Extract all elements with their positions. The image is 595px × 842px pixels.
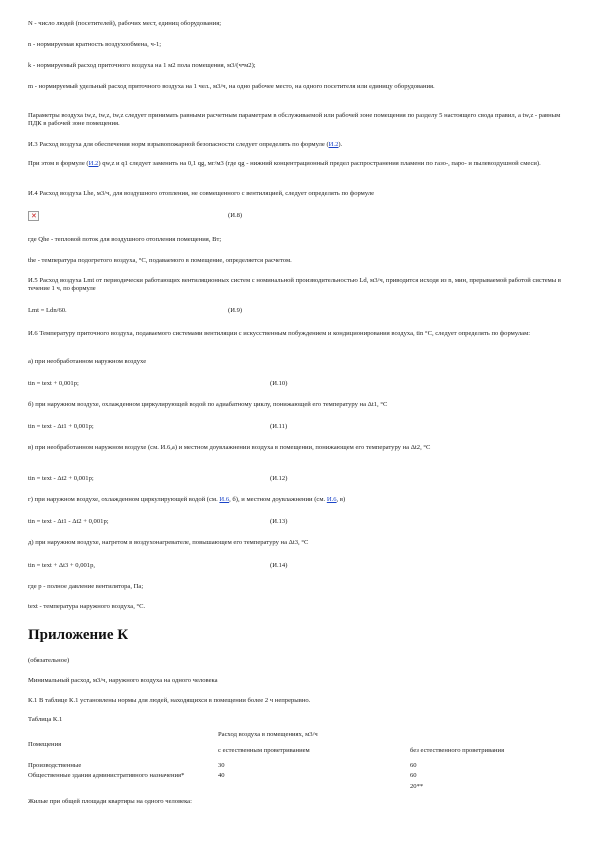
text-paragraph: И.5 Расход воздуха Lmt от периодически работающих вентиляционных систем с номинальной производительностью Ld, м3/ч, приводится исходя из n, мин, прерываемой работой системы в течение 1 ч, по формуле [28,277,561,292]
text-line: К.1 В таблице К.1 установлены нормы для людей, находящихся в помещении более 2 ч непрерывно. [28,697,311,704]
text-span: , в) [336,496,346,503]
text-span: При этом в формуле ( [28,160,89,167]
text-line: the - температура подогретого воздуха, °С, подаваемого в помещение, определяется расчетом. [28,257,292,264]
table-cell-natural: 40 [218,772,225,779]
appendix-title: Приложение К [28,627,129,643]
formula-link[interactable]: И.2 [88,160,99,167]
text-paragraph: m - нормируемый удельный расход приточного воздуха на 1 чел., м3/ч, на одно рабочее место, на одного посетителя или единицу оборудования. [28,83,435,90]
text-span: , б), и местном доувлажнении (см. [229,496,327,503]
text-line: text - температура наружного воздуха, °С. [28,603,146,610]
text-span: И.3 Расход воздуха для обеспечения норм взрывопожарной безопасности следует определять по формуле ( [28,141,329,148]
text-line: где Qhe - тепловой поток для воздушного отопления помещения, Вт; [28,236,222,243]
table-header-no-natural: без естественного проветривания [410,747,505,754]
text-paragraph: И.6 Температуру приточного воздуха, подаваемого системами вентиляции с искусственным побуждением и кондиционирования воздуха, tin °С, следует определять по формулам: [28,330,531,337]
text-line: б) при наружном воздухе, охлажденном циркулирующей водой по адиабатному циклу, понижающей его температуру на Δt1, °С [28,401,388,408]
formula: tin = text + Δt3 + 0,001p, [28,562,96,569]
text-span: ). [338,141,343,148]
table-header-natural: с естественным проветриванием [218,747,310,754]
appendix-status: (обязательное) [28,657,70,664]
table-cell-room: Производственные [28,762,82,769]
equation-number: (И.14) [270,562,288,569]
table-cell-natural: 30 [218,762,225,769]
equation-number: (И.13) [270,518,288,525]
text-line: а) при необработанном наружном воздухе [28,358,147,365]
text-line: k - нормируемый расход приточного воздуха на 1 м2 пола помещения, м3/(ч•м2); [28,62,256,69]
equation-number: (И.10) [270,380,288,387]
appendix-subtitle: Минимальный расход, м3/ч, наружного воздуха на одного человека [28,677,218,684]
section-link[interactable]: И.6 [219,496,230,503]
table-cell-no-natural: 60 [410,762,417,769]
text-line [28,141,573,149]
formula-link[interactable]: И.2 [328,141,339,148]
table-cell-room: Жилые при общей площади квартиры на одного человека: [28,798,192,805]
text-span: г) при наружном воздухе, охлажденном циркулирующей водой (см. [28,496,220,503]
equation-number: (И.12) [270,475,288,482]
broken-image-glyph: ✕ [31,212,37,220]
equation-number: (И.11) [270,423,288,430]
equation-number: (И.9) [228,307,243,314]
formula: tin = text + 0,001p; [28,380,79,387]
text-line [28,496,573,504]
text-paragraph: Параметры воздуха tw,z, tw,z, tw,z следует принимать равными расчетным параметрам в обслуживаемой или рабочей зоне помещения по разделу 5 настоящего свода правил, а tw,z - равным ПДК в рабочей зоне помещения. [28,112,561,127]
broken-image-icon [28,211,39,221]
table-caption: Таблица К.1 [28,716,63,723]
text-line: И.4 Расход воздуха Lhe, м3/ч, для воздушного отопления, не совмещенного с вентиляцией, следует определять по формуле [28,190,375,197]
table-header-room: Помещения [28,741,62,748]
formula: tin = text - Δt1 + 0,001p; [28,423,94,430]
formula: tin = text - Δt2 + 0,001p; [28,475,94,482]
text-line: n - нормируемая кратность воздухообмена, ч-1; [28,41,162,48]
formula: Lmt = Ldn/60. [28,307,67,314]
text-paragraph: в) при необработанном наружном воздухе (см. И.6,а) и местном доувлажнении воздуха в помещении, понижающем его температуру на Δt2, °С [28,444,431,451]
table-cell-no-natural: 60 [410,772,417,779]
text-paragraph [28,160,573,168]
equation-number: (И.8) [228,212,243,219]
text-line: N - число людей (посетителей), рабочих мест, единиц оборудования; [28,20,222,27]
table-cell-no-natural-footnote: 20** [410,783,424,790]
text-line: д) при наружном воздухе, нагретом в воздухонагревателе, повышающем его температуру на Δt3, °С [28,539,309,546]
text-span: ) qw,z и q1 следует заменить на 0,1 qg, мг/м3 (где qg - нижний концентрационный предел распространения пламени по газо-, паро- и пылевоздушной смеси). [98,160,541,167]
formula: tin = text - Δt1 - Δt2 + 0,001p; [28,518,109,525]
text-line: где p - полное давление вентилятора, Па; [28,583,144,590]
table-cell-room: Общественные здания административного назначения* [28,772,185,779]
table-header-group: Расход воздуха в помещениях, м3/ч [218,731,318,738]
section-link[interactable]: И.6 [326,496,337,503]
